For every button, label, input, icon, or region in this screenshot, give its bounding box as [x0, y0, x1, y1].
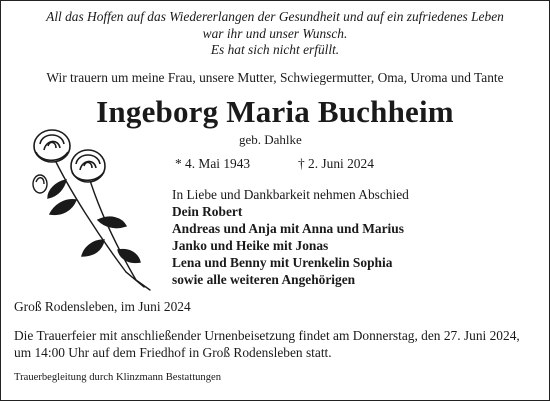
- mourner-line: Lena und Benny mit Urenkelin Sophia: [172, 255, 393, 270]
- mourners-list: [172, 203, 404, 288]
- death-date: † 2. Juni 2024: [298, 156, 374, 171]
- undertaker-note: Trauerbegleitung durch Klinzmann Bestattungen: [14, 372, 222, 383]
- maiden-name: geb. Dahlke: [239, 132, 302, 147]
- mourner-line: sowie alle weiteren Angehörigen: [172, 272, 356, 287]
- deceased-name: Ingeborg Maria Buchheim: [96, 94, 454, 129]
- mourner-line: Andreas und Anja mit Anna und Marius: [172, 221, 404, 236]
- poem-line-3: Es hat sich nicht erfüllt.: [210, 42, 340, 58]
- poem-line-1: All das Hoffen auf das Wiedererlangen der Gesundheit und auf ein zufriedenes Leben: [46, 9, 504, 24]
- farewell-text: In Liebe und Dankbarkeit nehmen Abschied: [172, 187, 409, 202]
- funeral-info: [14, 327, 544, 361]
- funeral-line-1: Die Trauerfeier mit anschließender Urnenbeisetzung findet am Donnerstag, den 27. Juni 2024,: [14, 328, 520, 343]
- place-date: Groß Rodensleben, im Juni 2024: [14, 299, 191, 314]
- funeral-line-2: um 14:00 Uhr auf dem Friedhof in Groß Rodensleben statt.: [14, 345, 332, 360]
- mourner-line: Dein Robert: [172, 204, 243, 219]
- intro-text: Wir trauern um meine Frau, unsere Mutter, Schwiegermutter, Oma, Uroma und Tante: [46, 70, 504, 85]
- poem-line-2: war ihr und unser Wunsch.: [202, 25, 348, 41]
- mourner-line: Janko und Heike mit Jonas: [172, 238, 329, 253]
- poem: [0, 9, 550, 59]
- roses-illustration-icon: [26, 122, 156, 292]
- birth-date: * 4. Mai 1943: [175, 156, 251, 171]
